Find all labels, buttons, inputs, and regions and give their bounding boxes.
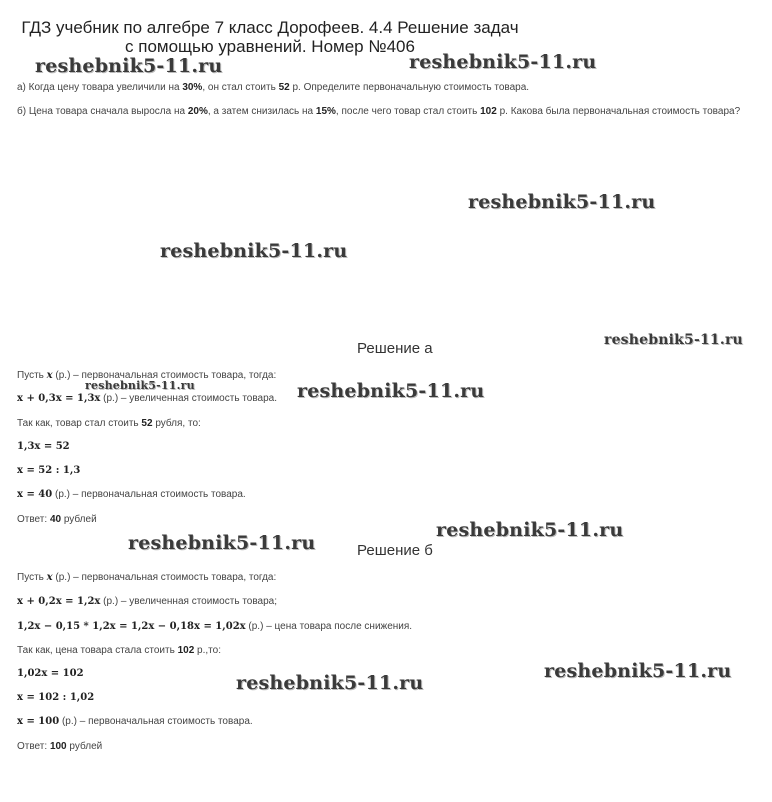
task-b bbox=[17, 102, 762, 122]
equation: x = 102 : 1,02 bbox=[17, 692, 95, 703]
solution-a-heading: Решение а bbox=[357, 340, 433, 357]
equation-note: (р.) – первоначальная стоимость товара. bbox=[59, 716, 253, 727]
solution-a-eq4 bbox=[17, 485, 246, 504]
since-text: Так как, цена товара стала стоить bbox=[17, 645, 178, 656]
task-b-text: б) Цена товара сначала выросла на bbox=[17, 106, 188, 117]
task-a-text-3: р. Определите первоначальную стоимость товара. bbox=[289, 82, 530, 93]
let-text-2: (р.) – первоначальная стоимость товара, тогда: bbox=[52, 572, 277, 583]
equation: x = 100 bbox=[17, 716, 60, 727]
equation: x = 52 : 1,3 bbox=[17, 465, 81, 476]
task-a bbox=[17, 78, 529, 97]
equation: 1,3x = 52 bbox=[17, 441, 70, 452]
task-b-text-4: р. Какова была первоначальная стоимость товара? bbox=[496, 106, 741, 117]
since-text-2: р.,то: bbox=[194, 645, 221, 656]
solution-b-eq2 bbox=[17, 617, 412, 636]
title-line-2: с помощью уравнений. Номер №406 bbox=[125, 37, 415, 56]
watermark: reshebnik5-11.ru bbox=[35, 55, 223, 77]
task-b-price: 102 bbox=[480, 106, 497, 117]
variable-x: x bbox=[46, 572, 53, 583]
task-a-text: а) Когда цену товара увеличили на bbox=[17, 82, 183, 93]
solution-b-since bbox=[17, 641, 221, 660]
answer-label: Ответ: bbox=[17, 514, 50, 525]
answer-label: Ответ: bbox=[17, 741, 50, 752]
solution-a-eq3 bbox=[17, 461, 80, 480]
solution-b-heading: Решение б bbox=[357, 542, 433, 559]
since-text: Так как, товар стал стоить bbox=[17, 418, 142, 429]
equation: 1,02x = 102 bbox=[17, 668, 84, 679]
task-a-price: 52 bbox=[278, 82, 290, 93]
task-b-percent-2: 15% bbox=[315, 106, 336, 117]
task-b-text-3: , после чего товар стал стоить bbox=[335, 106, 481, 117]
equation-note: (р.) – увеличенная стоимость товара; bbox=[100, 596, 278, 607]
task-a-text-2: , он стал стоить bbox=[202, 82, 279, 93]
watermark: reshebnik5-11.ru bbox=[236, 672, 424, 694]
solution-b-eq4 bbox=[17, 688, 94, 707]
title-line-1: ГДЗ учебник по алгебре 7 класс Дорофеев. 4.4 Решение задач bbox=[21, 18, 519, 37]
solution-b-eq5 bbox=[17, 712, 253, 731]
equation: x + 0,3x = 1,3x bbox=[17, 393, 101, 404]
answer-unit: рублей bbox=[66, 741, 103, 752]
task-b-text-2: , а затем снизилась на bbox=[207, 106, 316, 117]
watermark: reshebnik5-11.ru bbox=[160, 240, 348, 262]
solution-b-eq3 bbox=[17, 664, 84, 683]
answer-unit: рублей bbox=[61, 514, 97, 525]
answer-number: 40 bbox=[49, 514, 62, 525]
equation-note: (р.) – цена товара после снижения. bbox=[245, 621, 413, 632]
watermark: reshebnik5-11.ru bbox=[409, 51, 597, 73]
solution-b-eq1 bbox=[17, 592, 277, 611]
watermark: reshebnik5-11.ru bbox=[436, 519, 624, 541]
let-text-2: (р.) – первоначальная стоимость товара, тогда: bbox=[52, 370, 277, 381]
solution-a-eq2 bbox=[17, 437, 70, 456]
variable-x: x bbox=[46, 370, 53, 381]
answer-number: 100 bbox=[49, 741, 67, 752]
equation-note: (р.) – первоначальная стоимость товара. bbox=[52, 489, 246, 500]
watermark: reshebnik5-11.ru bbox=[604, 332, 743, 348]
task-a-percent: 30% bbox=[182, 82, 203, 93]
equation: x = 40 bbox=[17, 489, 53, 500]
equation: x + 0,2x = 1,2x bbox=[17, 596, 101, 607]
let-text: Пусть bbox=[17, 370, 47, 381]
equation: 1,2x − 0,15 * 1,2x = 1,2x − 0,18x = 1,02x bbox=[17, 621, 246, 632]
since-number: 102 bbox=[177, 645, 195, 656]
watermark: reshebnik5-11.ru bbox=[468, 191, 656, 213]
watermark: reshebnik5-11.ru bbox=[544, 660, 732, 682]
solution-a-answer bbox=[17, 510, 97, 529]
let-text: Пусть bbox=[17, 572, 47, 583]
solution-b-let bbox=[17, 568, 276, 587]
task-b-percent-1: 20% bbox=[187, 106, 208, 117]
since-number: 52 bbox=[141, 418, 153, 429]
solution-b-answer bbox=[17, 737, 102, 756]
since-text-2: рубля, то: bbox=[152, 418, 201, 429]
watermark: reshebnik5-11.ru bbox=[297, 380, 485, 402]
watermark: reshebnik5-11.ru bbox=[128, 532, 316, 554]
equation-note: (р.) – увеличенная стоимость товара. bbox=[100, 393, 278, 404]
watermark: reshebnik5-11.ru bbox=[85, 379, 195, 392]
solution-a-since bbox=[17, 414, 201, 433]
